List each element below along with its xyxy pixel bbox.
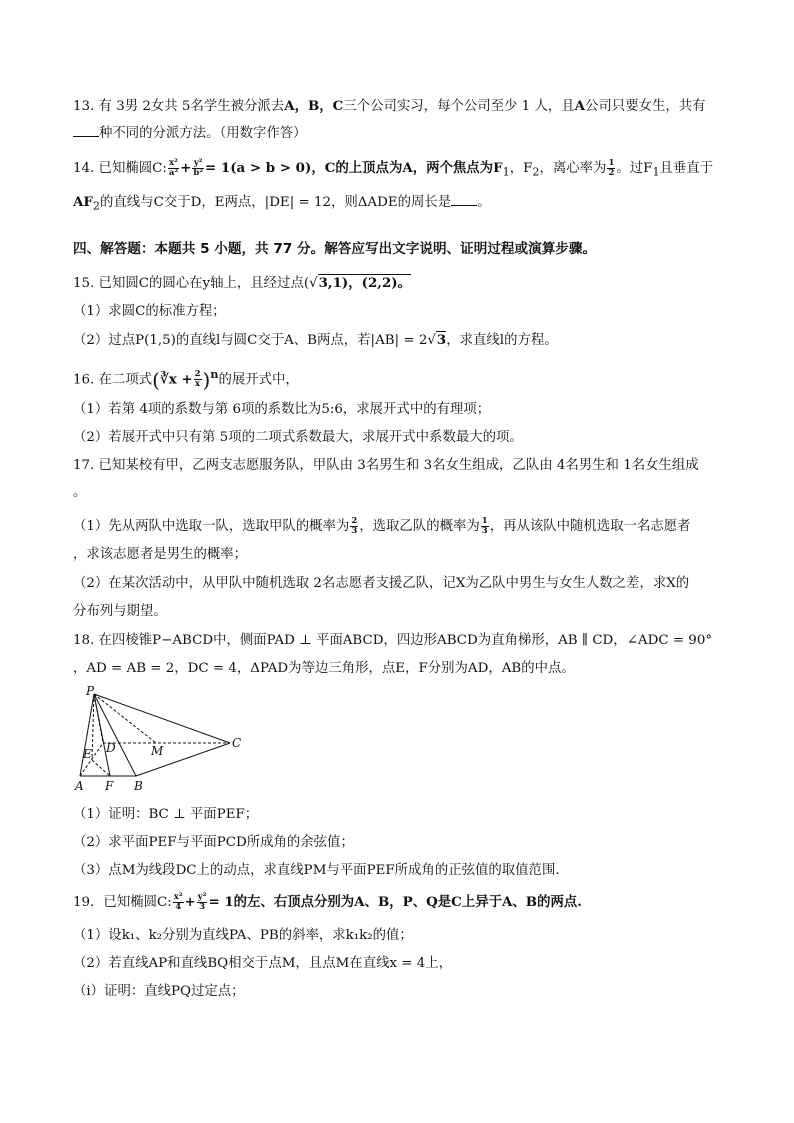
question-15-stem: 15. 已知圆C的圆心在y轴上，且经过点(√3,1)，(2,2)。 xyxy=(73,275,411,291)
label-C: C xyxy=(232,736,242,750)
question-17-part-2: （2）在某次活动中，从甲队中随机选取 2名志愿者支援乙队，记X为乙队中男生与女生人数之差，求X的 xyxy=(73,576,690,591)
question-19-part-2: （2）若直线AP和直线BQ相交于点M，且点M在直线x = 4上， xyxy=(73,956,453,971)
question-16-part-2: （2）若展开式中只有第 5项的二项式系数最大，求展开式中系数最大的项。 xyxy=(73,430,523,445)
question-17-part-1-cont: ，求该志愿者是男生的概率； xyxy=(73,547,248,562)
question-18-stem: 18. 在四棱锥P−ABCD中，侧面PAD ⊥ 平面ABCD，四边形ABCD为直角梯形，AB ∥ CD，∠ADC = 90° xyxy=(73,633,713,648)
question-14-line-1: 14. 已知椭圆C: $\frac{\text{x²}}{\text{a²}}$ + $\frac{\text{y²}}{\text{b²}}$ = 1(a > b > 0)，C的上顶点为A，两个焦点为$F_1$，$F_2$，离心率为 $\frac{1}{2}$ 。过$F_1$且垂直于 xyxy=(73,158,714,179)
question-19-stem: 19．已知椭圆C: $\frac{\text{x²}}{4}$ + $\frac{\text{y²}}{3}$ = 1的左、右顶点分别为A、B，P、Q是C上异于A、B的两点. xyxy=(73,892,582,912)
pyramid-figure xyxy=(70,684,255,794)
label-E: E xyxy=(83,747,92,761)
question-17-part-2-cont: 分布列与期望。 xyxy=(73,604,167,619)
question-17-stem-end: 。 xyxy=(73,485,87,500)
question-15-part-1: （1）求圆C的标准方程； xyxy=(73,304,226,319)
question-14-line-2: $AF_2$的直线与C交于D，E两点，|DE| = 12，则ΔADE的周长是 。 xyxy=(73,194,491,213)
answer-blank xyxy=(73,124,99,137)
question-15-part-2: （2）过点P(1,5)的直线l与圆C交于A、B两点，若|AB| = 2√3，求直线l的方程。 xyxy=(73,332,558,348)
question-18-part-3: （3）点M为线段DC上的动点，求直线PM与平面PEF所成角的正弦值的取值范围. xyxy=(73,863,560,878)
question-18-stem-cont: ，AD = AB = 2，DC = 4，ΔPAD为等边三角形，点E，F分别为AD，AB的中点。 xyxy=(73,661,575,676)
question-16-stem: 16. 在二项式(∛x + $\frac{2}{x}$ )$^n$的展开式中， xyxy=(73,367,299,392)
label-D: D xyxy=(106,741,116,755)
label-F: F xyxy=(105,779,114,793)
label-A: A xyxy=(75,779,84,793)
question-16-part-1: （1）若第 4项的系数与第 6项的系数比为5:6，求展开式中的有理项； xyxy=(73,402,491,417)
question-13-line-1: 13. 有 3男 2女共 5名学生被分派去A，B，C三个公司实习，每个公司至少 1 人，且A公司只要女生，共有 xyxy=(73,98,706,114)
label-B: B xyxy=(134,779,143,793)
answer-blank xyxy=(451,193,477,206)
question-13-line-2: 种不同的分派方法。（用数字作答） xyxy=(73,124,733,143)
section-heading: 四、解答题：本题共 5 小题，共 77 分。解答应写出文字说明、证明过程或演算步骤。 xyxy=(73,241,597,257)
question-17-part-1: （1）先从两队中选取一队，选取甲队的概率为 $\frac{2}{3}$ ，选取乙队的概率为 $\frac{1}{3}$ ，再从该队中随机选取一名志愿者 xyxy=(73,516,691,536)
question-18-part-1: （1）证明：BC ⊥ 平面PEF； xyxy=(73,807,259,822)
question-19-part-2-i: （i）证明：直线PQ过定点； xyxy=(73,984,245,999)
question-19-part-1: （1）设k₁、k₂分别为直线PA、PB的斜率，求k₁k₂的值； xyxy=(73,928,413,943)
label-P: P xyxy=(86,684,95,698)
question-17-stem: 17. 已知某校有甲，乙两支志愿服务队，甲队由 3名男生和 3名女生组成，乙队由 4名男生和 1名女生组成 xyxy=(73,458,699,473)
label-M: M xyxy=(151,744,164,758)
question-18-part-2: （2）求平面PEF与平面PCD所成角的余弦值； xyxy=(73,835,354,850)
